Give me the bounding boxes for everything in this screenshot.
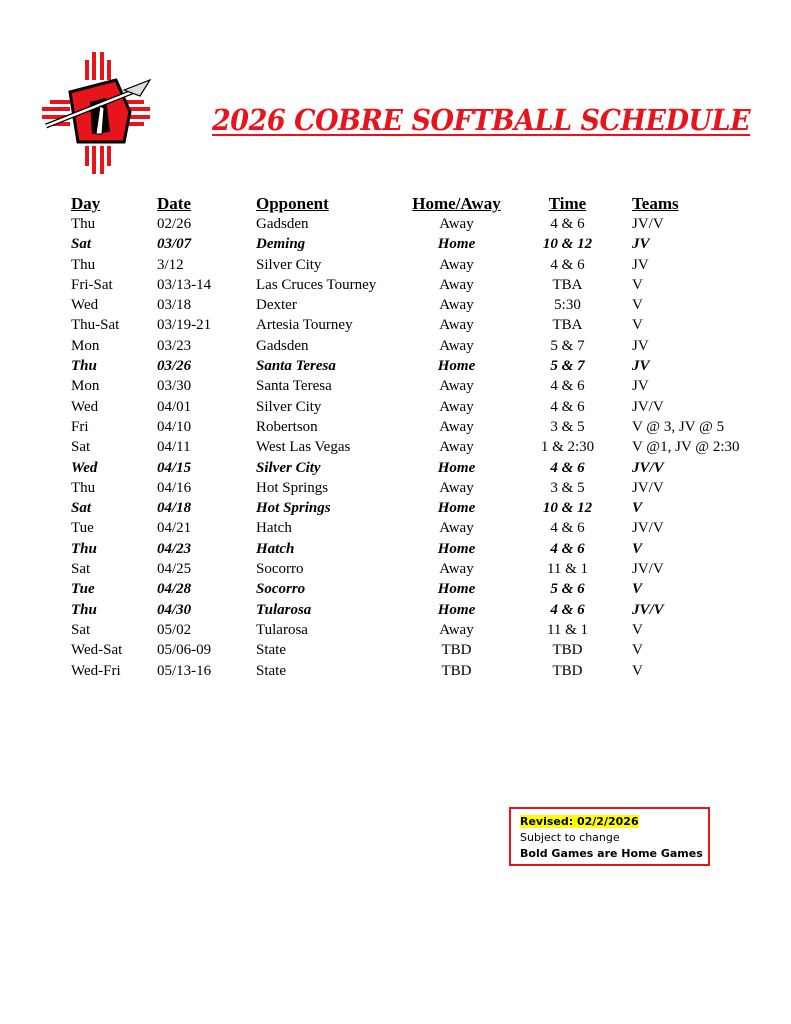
table-row [71, 620, 772, 640]
table-row [71, 255, 772, 275]
table-row [71, 214, 772, 234]
cell-teams: V [632, 581, 643, 598]
cell-time: 10 & 12 [542, 236, 593, 253]
cell-home-away: Away [439, 520, 474, 537]
cell-date: 04/21 [157, 520, 192, 537]
cell-day: Tue [71, 520, 94, 537]
cell-home-away: Away [439, 317, 474, 334]
page-title: 2026 COBRE SOFTBALL SCHEDULE [212, 103, 751, 137]
cell-opponent: Santa Teresa [256, 358, 336, 375]
cell-date: 03/13-14 [157, 276, 212, 293]
table-row [71, 234, 772, 254]
table-row [71, 356, 772, 376]
cell-day: Mon [71, 378, 100, 395]
cell-teams: JV/V [632, 561, 664, 578]
cell-date: 03/19-21 [157, 317, 212, 334]
school-logo [40, 50, 152, 176]
cell-home-away: Home [437, 358, 476, 375]
cell-opponent: Socorro [256, 581, 306, 598]
cell-opponent: Tularosa [256, 601, 312, 618]
table-row [71, 437, 772, 457]
cell-teams: JV/V [632, 601, 664, 618]
cell-home-away: Home [437, 601, 476, 618]
cell-home-away: Away [439, 216, 474, 232]
cell-date: 05/02 [157, 621, 192, 638]
table-row [71, 539, 772, 559]
cell-teams: V @ 3, JV @ 5 [632, 418, 725, 435]
cell-time: 5:30 [554, 297, 581, 314]
cell-home-away: Away [439, 297, 474, 314]
col-header-teams: Teams [632, 194, 679, 213]
cell-date: 3/12 [157, 256, 184, 273]
cell-opponent: Tularosa [256, 621, 308, 638]
cell-time: 4 & 6 [550, 459, 585, 476]
cell-time: 4 & 6 [550, 520, 585, 537]
cell-date: 04/10 [157, 418, 192, 435]
schedule-table [71, 193, 772, 681]
revision-note-box [509, 807, 710, 866]
table-row [71, 336, 772, 356]
table-row [71, 295, 772, 315]
cell-time: 5 & 7 [550, 358, 585, 375]
cell-day: Thu [71, 358, 97, 375]
cell-date: 03/30 [157, 378, 192, 395]
cell-teams: JV/V [632, 520, 664, 537]
cell-day: Thu-Sat [71, 317, 120, 334]
col-header-home-away: Home/Away [412, 194, 501, 213]
cell-home-away: Home [437, 236, 476, 253]
cell-time: 11 & 1 [546, 561, 589, 578]
cell-day: Wed-Sat [71, 642, 123, 659]
cell-teams: JV [632, 236, 650, 253]
table-row [71, 478, 772, 498]
cell-teams: V @1, JV @ 2:30 [632, 439, 740, 456]
cell-date: 04/16 [157, 479, 192, 496]
cell-teams: JV [632, 378, 649, 395]
cell-opponent: Deming [256, 236, 306, 253]
cell-home-away: Away [439, 378, 474, 395]
cell-teams: V [632, 500, 643, 517]
col-header-time: Time [548, 194, 587, 213]
cell-time: 4 & 6 [550, 216, 585, 232]
table-row [71, 458, 772, 478]
zia-arrowhead-logo-icon [40, 50, 152, 176]
cell-teams: JV/V [632, 479, 664, 496]
table-row [71, 600, 772, 620]
cell-home-away: Away [439, 276, 474, 293]
cell-opponent: Las Cruces Tourney [256, 276, 377, 293]
cell-teams: V [632, 276, 643, 293]
cell-teams: JV [632, 337, 649, 354]
cell-day: Thu [71, 216, 96, 232]
cell-day: Wed [71, 297, 99, 314]
table-row [71, 559, 772, 579]
cell-day: Thu [71, 256, 96, 273]
cell-opponent: Hatch [256, 540, 295, 557]
cell-home-away: TBD [441, 662, 472, 679]
cell-day: Thu [71, 540, 97, 557]
cell-opponent: Hot Springs [256, 479, 329, 496]
col-header-date: Date [157, 194, 191, 213]
cell-date: 03/23 [157, 337, 192, 354]
cell-opponent: State [256, 642, 286, 659]
cell-teams: V [632, 642, 643, 659]
table-row [71, 498, 772, 518]
cell-time: 4 & 6 [550, 540, 585, 557]
col-header-opponent: Opponent [256, 194, 329, 213]
cell-date: 04/23 [157, 540, 192, 557]
cell-opponent: West Las Vegas [256, 439, 351, 456]
cell-day: Sat [71, 500, 92, 517]
cell-home-away: Home [437, 581, 476, 598]
cell-day: Wed [71, 398, 99, 415]
cell-opponent: State [256, 662, 286, 679]
cell-time: 4 & 6 [550, 256, 585, 273]
revised-date: Revised: 02/2/2026 [520, 815, 639, 828]
cell-teams: V [632, 540, 643, 557]
table-row [71, 275, 772, 295]
cell-teams: JV/V [632, 216, 664, 232]
cell-teams: JV [632, 256, 649, 273]
cell-opponent: Robertson [256, 418, 318, 435]
cell-day: Wed-Fri [71, 662, 121, 679]
subject-to-change-text: Subject to change [520, 831, 620, 844]
cell-opponent: Silver City [256, 459, 321, 476]
cell-day: Sat [71, 236, 92, 253]
cell-date: 03/18 [157, 297, 192, 314]
cell-day: Sat [71, 621, 91, 638]
cell-home-away: Away [439, 398, 474, 415]
cell-teams: V [632, 662, 643, 679]
cell-time: 5 & 6 [550, 581, 585, 598]
table-row [71, 397, 772, 417]
table-row [71, 518, 772, 538]
cell-opponent: Gadsden [256, 337, 309, 354]
cell-opponent: Santa Teresa [256, 378, 332, 395]
cell-home-away: Away [439, 621, 474, 638]
table-row [71, 315, 772, 335]
cell-home-away: Away [439, 418, 474, 435]
cell-opponent: Artesia Tourney [256, 317, 353, 334]
cell-home-away: Away [439, 337, 474, 354]
cell-day: Wed [71, 459, 98, 476]
table-header-row [71, 193, 772, 214]
cell-teams: JV/V [632, 459, 664, 476]
table-row [71, 376, 772, 396]
cell-time: TBA [552, 317, 583, 334]
cell-time: TBD [552, 642, 583, 659]
cell-home-away: Home [437, 459, 476, 476]
cell-day: Thu [71, 479, 96, 496]
cell-time: TBD [552, 662, 583, 679]
cell-day: Sat [71, 561, 91, 578]
cell-day: Sat [71, 439, 91, 456]
cell-date: 04/18 [157, 500, 192, 517]
cell-teams: JV [632, 358, 650, 375]
cell-day: Thu [71, 601, 97, 618]
cell-day: Fri [71, 418, 89, 435]
cell-home-away: Away [439, 256, 474, 273]
cell-day: Mon [71, 337, 100, 354]
cell-opponent: Silver City [256, 398, 322, 415]
cell-home-away: Home [437, 500, 476, 517]
cell-date: 02/26 [157, 216, 192, 232]
cell-day: Tue [71, 581, 95, 598]
cell-home-away: Away [439, 479, 474, 496]
cell-home-away: TBD [441, 642, 472, 659]
cell-opponent: Hatch [256, 520, 292, 537]
cell-home-away: Away [439, 439, 474, 456]
cell-time: 11 & 1 [546, 621, 589, 638]
cell-time: 4 & 6 [550, 601, 585, 618]
table-row [71, 661, 772, 681]
cell-date: 04/11 [157, 439, 191, 456]
cell-date: 03/26 [157, 358, 192, 375]
cell-opponent: Silver City [256, 256, 322, 273]
cell-teams: V [632, 317, 643, 334]
cell-time: 3 & 5 [550, 418, 585, 435]
cell-opponent: Gadsden [256, 216, 309, 232]
cell-time: 10 & 12 [542, 500, 593, 517]
cell-opponent: Dexter [256, 297, 297, 314]
cell-time: 1 & 2:30 [540, 439, 595, 456]
cell-date: 04/30 [157, 601, 192, 618]
cell-date: 04/28 [157, 581, 192, 598]
cell-opponent: Socorro [256, 561, 304, 578]
cell-date: 05/06-09 [157, 642, 212, 659]
cell-time: TBA [552, 276, 583, 293]
cell-teams: JV/V [632, 398, 664, 415]
schedule-body [71, 214, 772, 681]
cell-day: Fri-Sat [71, 276, 113, 293]
cell-date: 03/07 [157, 236, 192, 253]
cell-time: 3 & 5 [550, 479, 585, 496]
table-row [71, 579, 772, 599]
cell-date: 04/25 [157, 561, 192, 578]
cell-time: 4 & 6 [550, 378, 585, 395]
cell-time: 4 & 6 [550, 398, 585, 415]
cell-home-away: Home [437, 540, 476, 557]
cell-teams: V [632, 297, 643, 314]
cell-teams: V [632, 621, 643, 638]
cell-date: 04/15 [157, 459, 192, 476]
cell-opponent: Hot Springs [256, 500, 331, 517]
table-row [71, 417, 772, 437]
table-row [71, 640, 772, 660]
cell-date: 04/01 [157, 398, 192, 415]
home-games-legend: Bold Games are Home Games [520, 847, 703, 860]
cell-home-away: Away [439, 561, 474, 578]
cell-date: 05/13-16 [157, 662, 212, 679]
col-header-day: Day [71, 194, 101, 213]
cell-time: 5 & 7 [550, 337, 585, 354]
